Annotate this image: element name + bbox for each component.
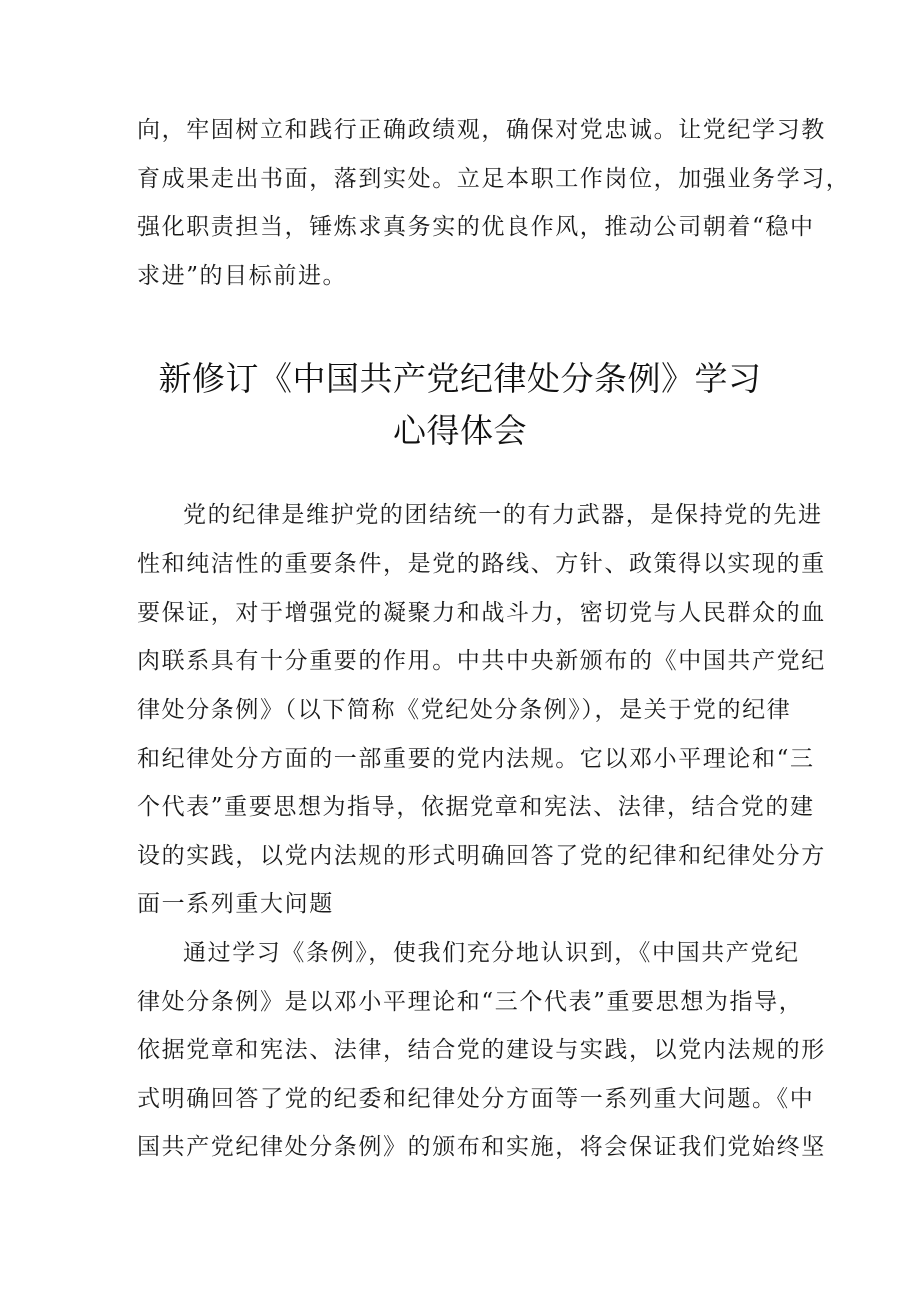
paragraph-line: 律处分条例》是以邓小平理论和“三个代表”重要思想为指导，: [137, 989, 804, 1015]
paragraph-line: 党的纪律是维护党的团结统一的有力武器，是保持党的先进: [183, 502, 823, 528]
paragraph-line: 面一系列重大问题: [137, 891, 334, 917]
paragraph-line: 要保证，对于增强党的凝聚力和战斗力，密切党与人民群众的血: [137, 600, 826, 626]
title-line-2: 心得体会: [393, 411, 527, 450]
paragraph-line: 式明确回答了党的纪委和纪律处分方面等一系列重大问题。《中: [137, 1086, 815, 1112]
intro-line: 向，牢固树立和践行正确政绩观，确保对党忠诚。让党纪学习教: [137, 117, 826, 143]
paragraph-line: 国共产党纪律处分条例》的颁布和实施，将会保证我们党始终坚: [137, 1134, 826, 1160]
paragraph-line: 和纪律处分方面的一部重要的党内法规。它以邓小平理论和“三: [137, 746, 815, 772]
intro-line: 求进”的目标前进。: [137, 263, 348, 289]
paragraph-line: 设的实践，以党内法规的形式明确回答了党的纪律和纪律处分方: [137, 843, 826, 869]
paragraph-line: 性和纯洁性的重要条件，是党的路线、方针、政策得以实现的重: [137, 551, 826, 577]
intro-line: 强化职责担当，锤炼求真务实的优良作风，推动公司朝着“稳中: [137, 214, 815, 240]
paragraph-line: 肉联系具有十分重要的作用。中共中央新颁布的《中国共产党纪: [137, 648, 826, 674]
paragraph-line: 个代表”重要思想为指导，依据党章和宪法、法律，结合党的建: [137, 794, 815, 820]
intro-line: 育成果走出书面，落到实处。立足本职工作岗位，加强业务学习，: [137, 166, 851, 192]
paragraph-line: 通过学习《条例》，使我们充分地认识到，《中国共产党纪: [183, 940, 800, 966]
paragraph-line: 律处分条例》（以下简称《党纪处分条例》），是关于党的纪律: [137, 697, 792, 723]
paragraph-line: 依据党章和宪法、法律，结合党的建设与实践，以党内法规的形: [137, 1037, 826, 1063]
title-line-1: 新修订《中国共产党纪律处分条例》学习: [158, 359, 762, 398]
